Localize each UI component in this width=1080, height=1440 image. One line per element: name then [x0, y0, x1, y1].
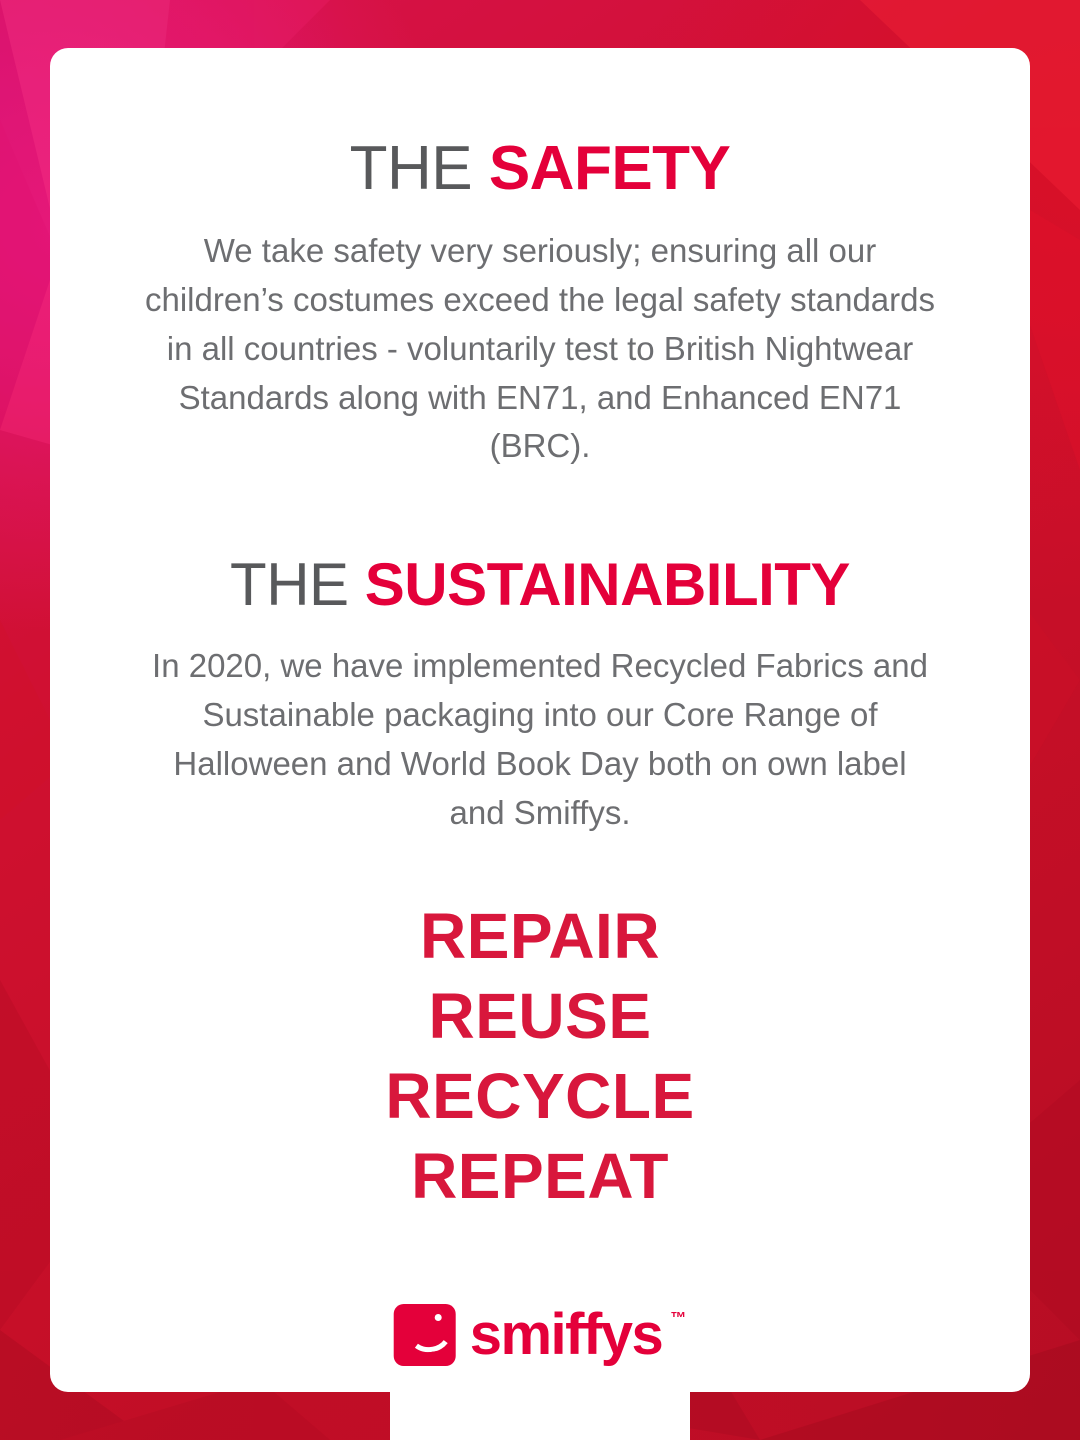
website-url: smiffys.com: [464, 1387, 616, 1417]
sustainability-body-text: In 2020, we have implemented Recycled Fabrics and Sustainable packaging into our Core Range of Halloween and World Book Day both on own label and Smiffys.: [152, 647, 928, 831]
sustainability-heading-prefix: THE: [230, 551, 365, 619]
safety-heading: [98, 136, 982, 201]
slogan-line-repeat: REPEAT: [411, 1139, 669, 1212]
slogan-line-reuse: REUSE: [428, 979, 652, 1052]
slogan-block: [98, 896, 982, 1216]
safety-heading-accent: SAFETY: [488, 134, 731, 203]
safety-heading-prefix: THE: [349, 134, 489, 203]
slogan-line-recycle: RECYCLE: [385, 1059, 695, 1132]
trademark-symbol: ™: [670, 1310, 687, 1327]
smiffys-logo: [394, 1304, 687, 1366]
sustainability-heading: [98, 551, 982, 619]
content-card: [50, 48, 1030, 1392]
section-spacer: [98, 471, 982, 553]
sustainability-heading-accent: SUSTAINABILITY: [364, 551, 850, 619]
smiffys-wordmark: smiffys: [469, 1302, 663, 1367]
smiffys-smile-icon: [394, 1304, 456, 1366]
safety-body-text: We take safety very seriously; ensuring all our children’s costumes exceed the legal safety standards in all countries - voluntarily test to British Nightwear Standards along with EN71, and Enhanced EN71 (BRC).: [145, 232, 936, 465]
slogan-line-repair: REPAIR: [419, 899, 661, 972]
